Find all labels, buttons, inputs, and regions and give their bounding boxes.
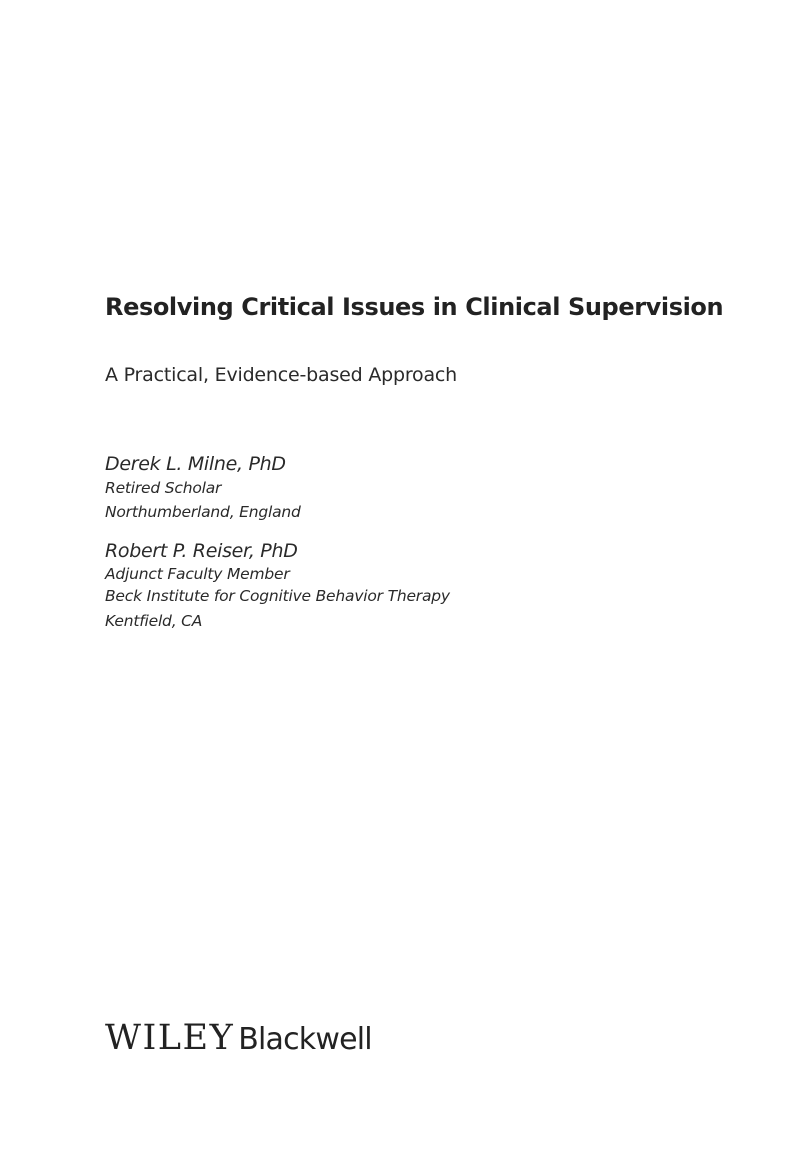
author-block bbox=[105, 539, 450, 635]
publisher-logo bbox=[105, 1018, 372, 1058]
author-affiliation-line: Kentfield, CA bbox=[105, 612, 203, 630]
publisher-logo-wiley-text: WILEY bbox=[105, 1018, 235, 1058]
author-affiliation-line: Beck Institute for Cognitive Behavior Therapy bbox=[105, 587, 450, 605]
author-name: Robert P. Reiser, PhD bbox=[105, 540, 298, 562]
book-subtitle: A Practical, Evidence-based Approach bbox=[105, 364, 458, 386]
author-name: Derek L. Milne, PhD bbox=[105, 453, 286, 475]
book-title: Resolving Critical Issues in Clinical Supervision bbox=[105, 293, 724, 321]
author-affiliation-line: Retired Scholar bbox=[105, 479, 222, 497]
author-block bbox=[105, 452, 301, 524]
author-affiliation-line: Adjunct Faculty Member bbox=[105, 565, 290, 583]
author-affiliation-line: Northumberland, England bbox=[105, 503, 301, 521]
publisher-logo-blackwell-text: Blackwell bbox=[238, 1022, 372, 1057]
